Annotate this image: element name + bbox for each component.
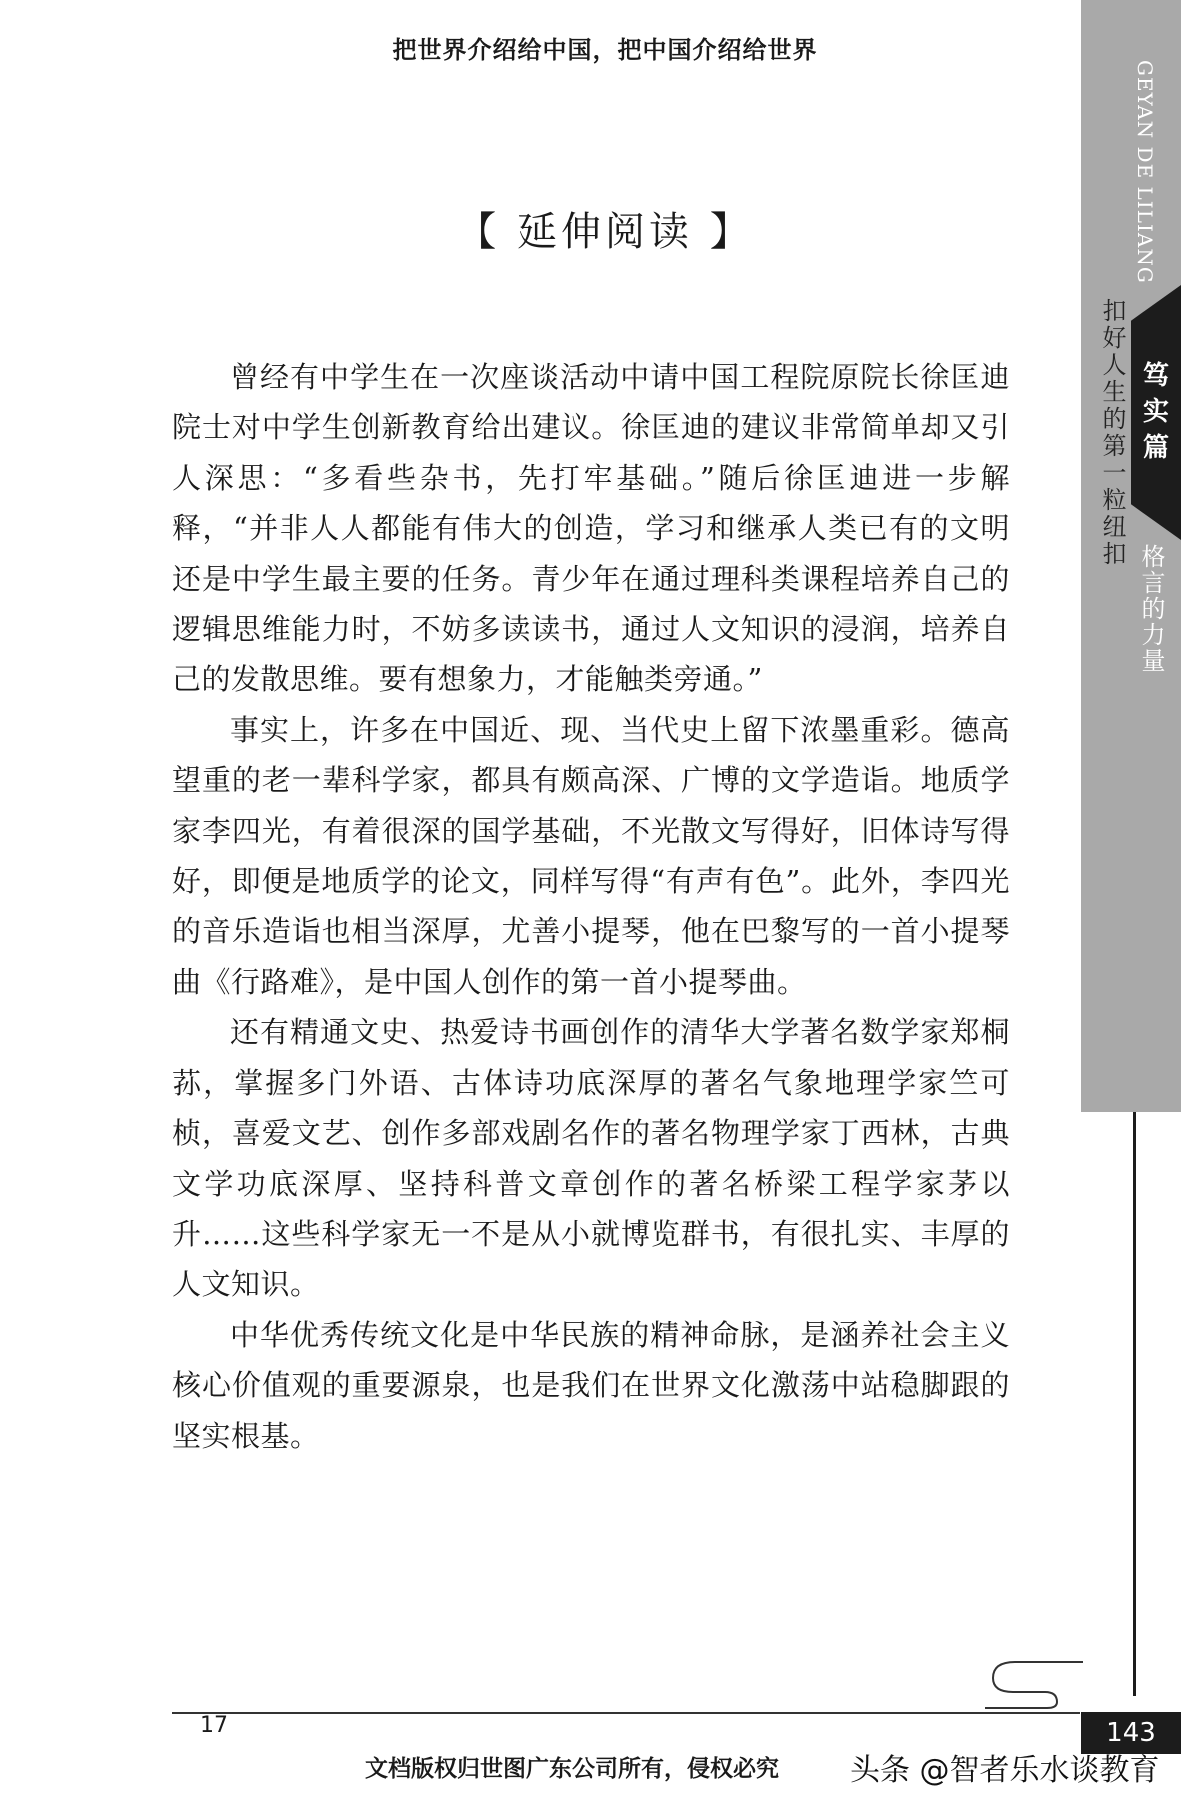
side-book-title: 格言的力量 [1137, 544, 1165, 674]
paragraph: 还有精通文史、热爱诗书画创作的清华大学著名数学家郑桐荪，掌握多门外语、古体诗功底深厚的著名气象地理学家竺可桢，喜爱文艺、创作多部戏剧名作的著名物理学家丁西林，古典文学功底深厚、坚持科普文章创作的著名桥梁工程学家茅以升……这些科学家无一不是从小就博览群书，有很扎实、丰厚的人文知识。 [172, 1015, 1010, 1302]
side-rule [1133, 1112, 1136, 1696]
page-number-right: 143 [1081, 1712, 1181, 1754]
page-number-left: 17 [200, 1713, 228, 1738]
watermark: 头条 @智者乐水谈教育 [850, 1753, 1160, 1788]
copyright-notice: 文档版权归世图广东公司所有，侵权必究 [365, 1756, 779, 1782]
side-subtitle: 扣好人生的第一粒纽扣 [1098, 298, 1126, 568]
footer-rule [172, 1712, 1080, 1714]
section-title: 【 延伸阅读 】 [456, 209, 754, 255]
side-pinyin-title: GEYAN DE LILIANG [1133, 60, 1157, 284]
section-tab-label: 笃实篇 [1142, 361, 1169, 463]
paragraph: 曾经有中学生在一次座谈活动中请中国工程院原院长徐匡迪院士对中学生创新教育给出建议。徐匡迪的建议非常简单却又引人深思：“多看些杂书，先打牢基础。”随后徐匡迪进一步解释，“并非人人都能有伟大的创造，学习和继承人类已有的文明还是中学生最主要的任务。青少年在通过理科类课程培养自己的逻辑思维能力时，不妨多读读书，通过人文知识的浸润，培养自己的发散思维。要有想象力，才能触类旁通。” [172, 360, 1010, 697]
running-head: 把世界介绍给中国，把中国介绍给世界 [392, 36, 818, 64]
body-text [172, 352, 1010, 1461]
decorative-curl-icon [985, 1660, 1085, 1710]
paragraph: 事实上，许多在中国近、现、当代史上留下浓墨重彩。德高望重的老一辈科学家，都具有颇高深、广博的文学造诣。地质学家李四光，有着很深的国学基础，不光散文写得好，旧体诗写得好，即便是地质学的论文，同样写得“有声有色”。此外，李四光的音乐造诣也相当深厚，尤善小提琴，他在巴黎写的一首小提琴曲《行路难》，是中国人创作的第一首小提琴曲。 [172, 712, 1010, 999]
paragraph: 中华优秀传统文化是中华民族的精神命脉，是涵养社会主义核心价值观的重要源泉，也是我们在世界文化激荡中站稳脚跟的坚实根基。 [172, 1317, 1010, 1453]
